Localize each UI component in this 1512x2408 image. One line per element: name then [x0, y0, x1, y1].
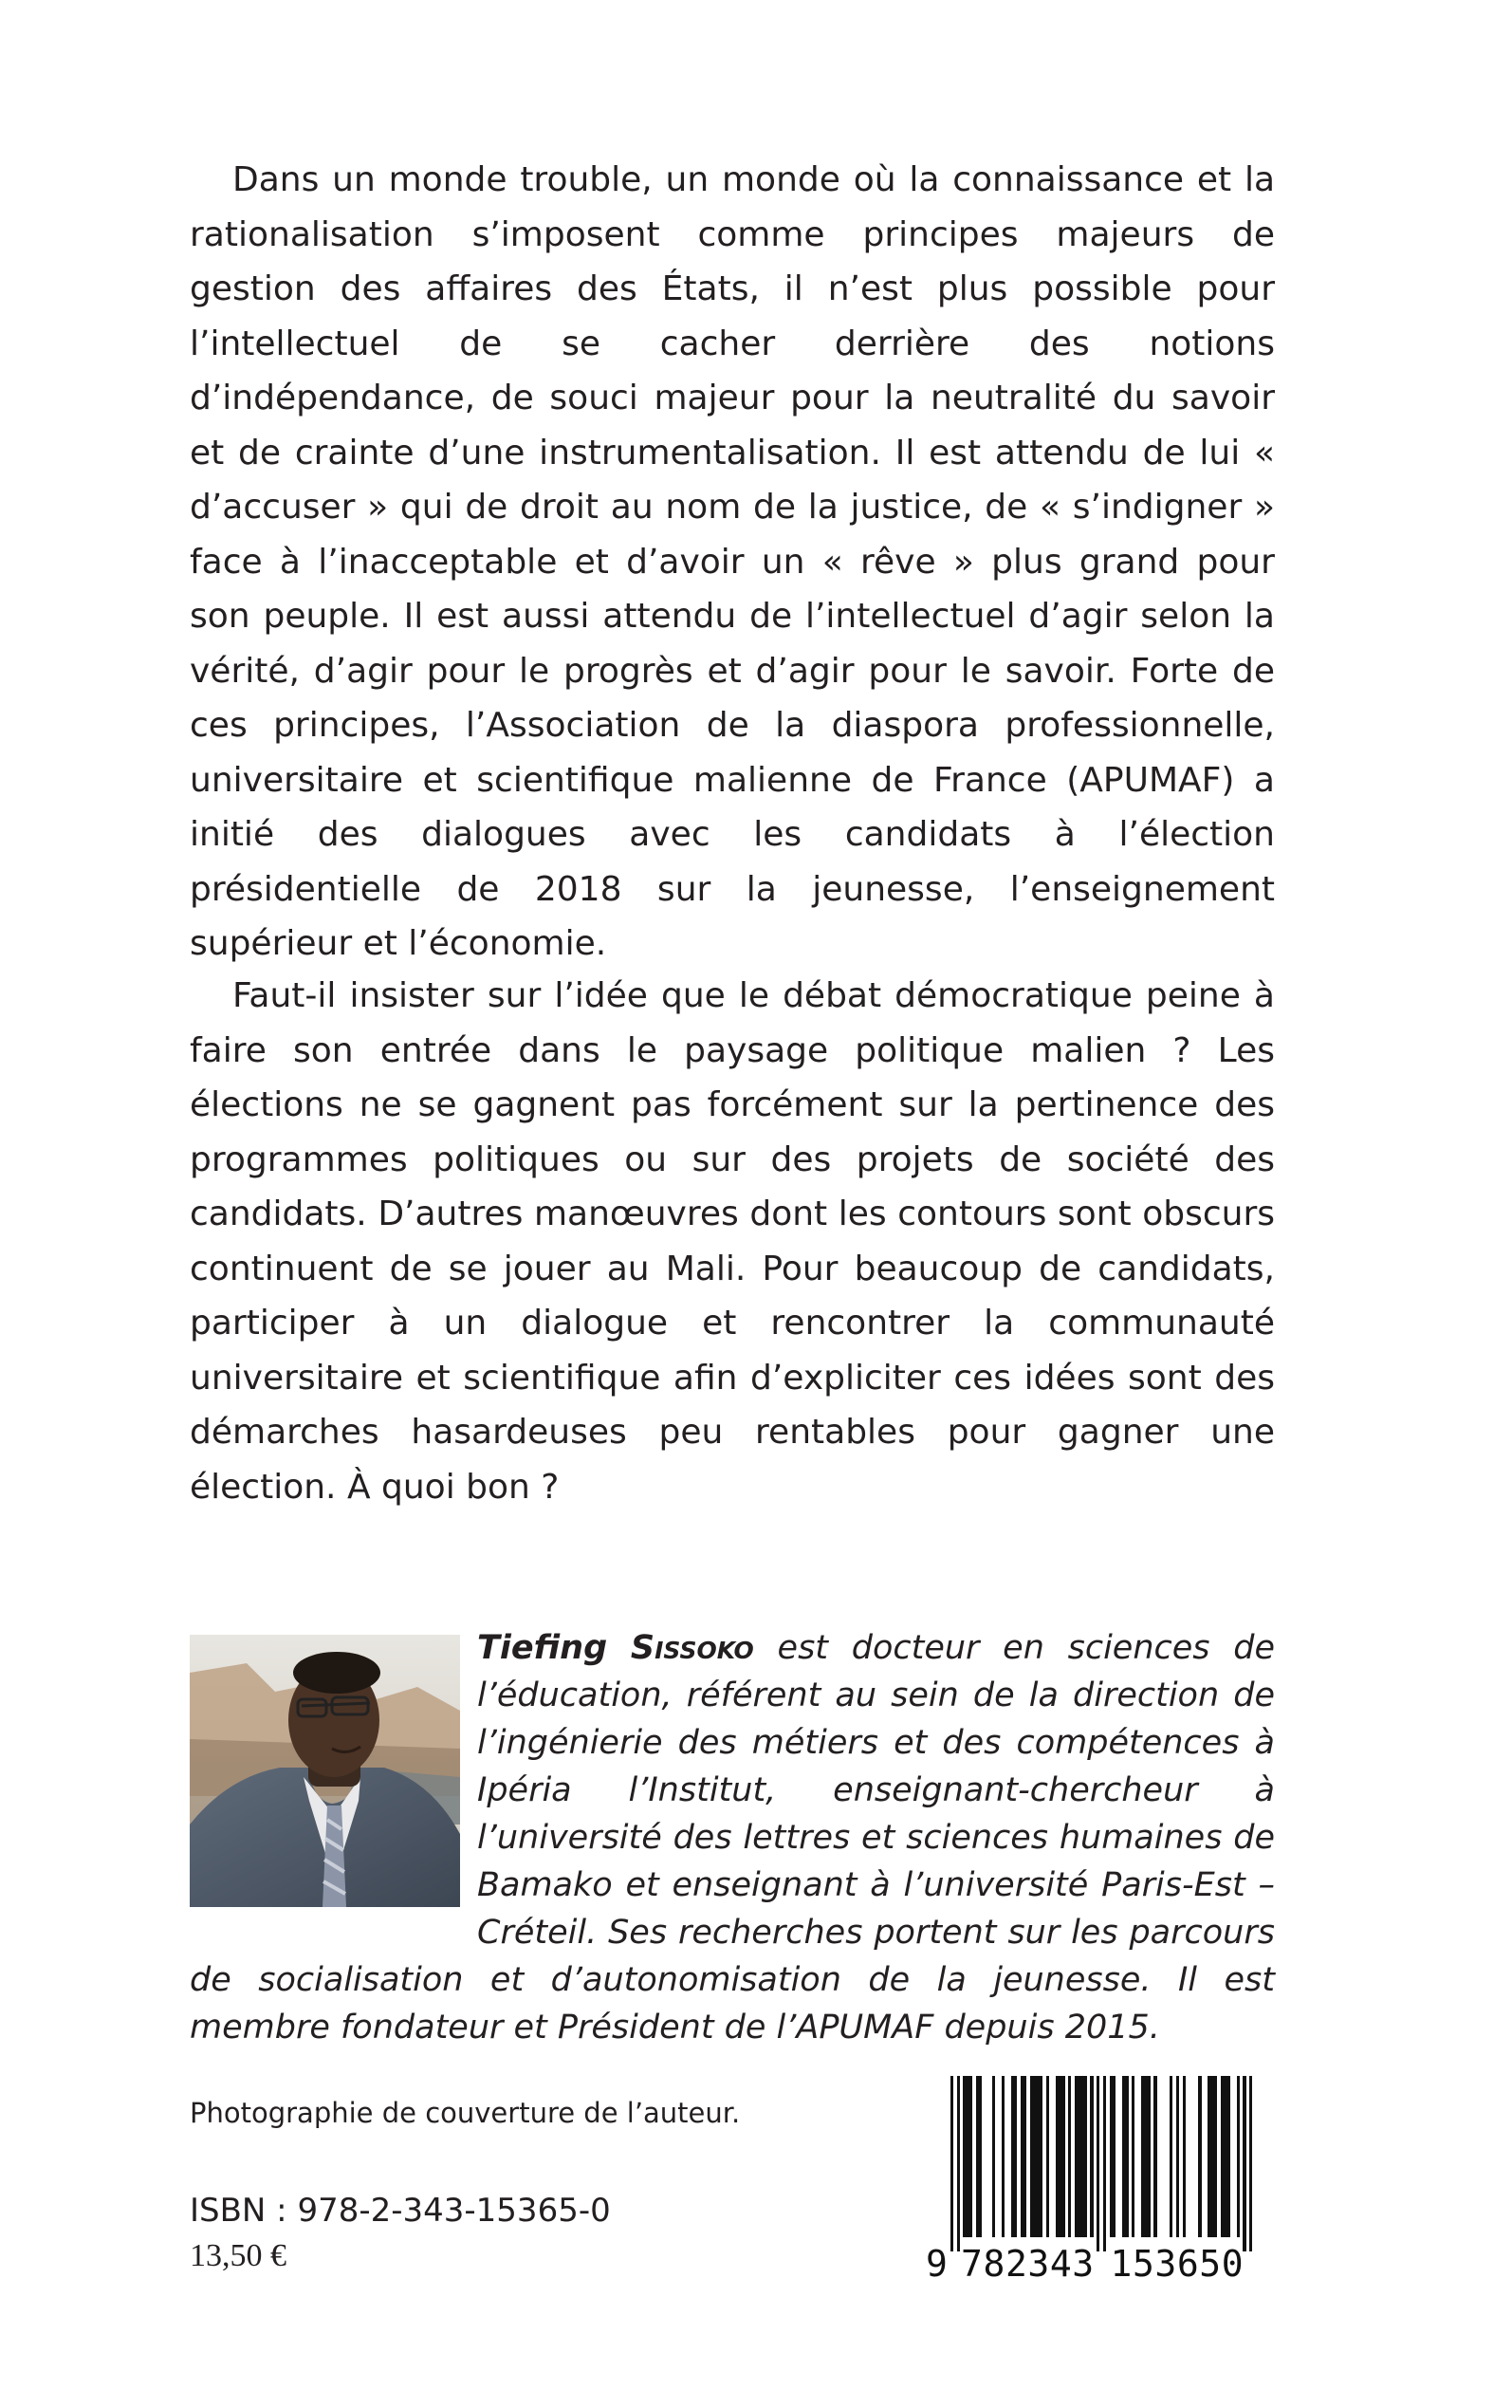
barcode-bar: [1221, 2076, 1230, 2237]
barcode-bar: [1183, 2076, 1186, 2237]
barcode-bar: [1176, 2076, 1179, 2237]
barcode-bar: [992, 2076, 995, 2237]
barcode-bar: [1198, 2076, 1201, 2237]
barcode-bar: [1002, 2076, 1005, 2237]
barcode-digit: 5: [1132, 2243, 1154, 2285]
barcode-bar: [950, 2076, 953, 2251]
barcode-digit: 2: [1005, 2243, 1027, 2285]
barcode-bar: [1097, 2076, 1099, 2251]
blurb-paragraph-2: Faut-il insister sur l’idée que le débat démocratique peine à faire son entrée dans le paysage politique malien ? Les élections ne se gagnent pas forcément sur la pertinence des programmes politiques ou sur des projets de société des candidats. D’autres manœuvres dont les contours sont obscurs continuent de se jouer au Mali. Pour beaucoup de candidats, participer à un dialogue et rencontrer la communauté universitaire et scientifique afin d’expliciter ces idées sont des démarches hasardeuses peu rentables pour gagner une élection. À quoi bon ?: [190, 976, 1275, 1507]
barcode-digit: 3: [1027, 2243, 1050, 2285]
barcode-digit: 0: [1221, 2243, 1244, 2285]
barcode-bar: [1030, 2076, 1042, 2237]
barcode-digit: 9: [926, 2243, 948, 2285]
barcode-bar: [1090, 2076, 1093, 2237]
author-portrait-illustration: [190, 1635, 460, 1907]
barcode-bar: [1132, 2076, 1134, 2237]
isbn-barcode: [924, 2076, 1275, 2294]
barcode-digit: 3: [1154, 2243, 1177, 2285]
blurb-paragraph-1: Dans un monde trouble, un monde où la connaissance et la rationalisation s’imposent comme principes majeurs de gestion des affaires des États, il n’est plus possible pour l’intellectuel de se cacher derrière des notions d’indépendance, de souci majeur pour la neutralité du savoir et de crainte d’une instrumentalisation. Il est attendu de lui « d’accuser » qui de droit au nom de la justice, de « s’indigner » face à l’inacceptable et d’avoir un « rêve » plus grand pour son peuple. Il est aussi attendu de l’intellectuel d’agir selon la vérité, d’agir pour le progrès et d’agir pour le savoir. Forte de ces principes, l’Association de la diaspora professionnelle, universitaire et scientifique malienne de France (APUMAF) a initié des dialogues avec les candidats à l’élection présidentielle de 2018 sur la jeunesse, l’enseignement supérieur et l’économie.: [190, 160, 1275, 963]
barcode-bar: [1021, 2076, 1027, 2237]
photo-credit: Photographie de couverture de l’auteur.: [190, 2097, 741, 2129]
barcode-bar: [1249, 2076, 1252, 2251]
barcode-bar: [1208, 2076, 1217, 2237]
author-bio-text: est docteur en sciences de l’éducation, référent au sein de la direction de l’ingénierie des métiers et des compétences à Ipéria l’Institut, enseignant-chercheur à l’université des lettres et sciences humaines de Bamako et enseignant à l’université Paris-Est – Créteil. Ses recherches portent sur les parcours de socialisation et d’autonomisation de la jeunesse. Il est membre fondateur et Président de l’APUMAF depuis 2015.: [190, 1629, 1275, 2047]
barcode-digit: 4: [1049, 2243, 1072, 2285]
author-first-name: Tiefing: [477, 1629, 608, 1667]
barcode-digit: 6: [1176, 2243, 1199, 2285]
barcode-bar: [1170, 2076, 1172, 2237]
barcode-bar: [1122, 2076, 1129, 2237]
barcode-digits: [924, 2240, 1275, 2288]
barcode-bar: [1110, 2076, 1116, 2237]
barcode-bars: [924, 2076, 1275, 2251]
author-last-name: Sissoko: [630, 1629, 754, 1667]
author-photo: [190, 1635, 460, 1907]
barcode-digit: 5: [1199, 2243, 1222, 2285]
barcode-digit: 8: [983, 2243, 1005, 2285]
isbn: ISBN : 978-2-343-15365-0: [190, 2192, 611, 2230]
barcode-bar: [1141, 2076, 1151, 2237]
price: 13,50 €: [190, 2238, 286, 2273]
barcode-digit: 3: [1072, 2243, 1095, 2285]
barcode-digit: 1: [1110, 2243, 1133, 2285]
barcode-bar: [1011, 2076, 1018, 2237]
barcode-bar: [976, 2076, 983, 2237]
barcode-digit: 7: [961, 2243, 983, 2285]
barcode-bar: [957, 2076, 960, 2251]
barcode-bar: [963, 2076, 972, 2237]
barcode-bar: [1237, 2076, 1240, 2237]
barcode-bar: [1103, 2076, 1106, 2251]
barcode-bar: [1046, 2076, 1049, 2237]
barcode-bar: [1153, 2076, 1156, 2237]
barcode-bar: [1068, 2076, 1071, 2237]
barcode-bar: [1075, 2076, 1087, 2237]
barcode-bar: [1056, 2076, 1065, 2237]
barcode-bar: [1243, 2076, 1245, 2251]
